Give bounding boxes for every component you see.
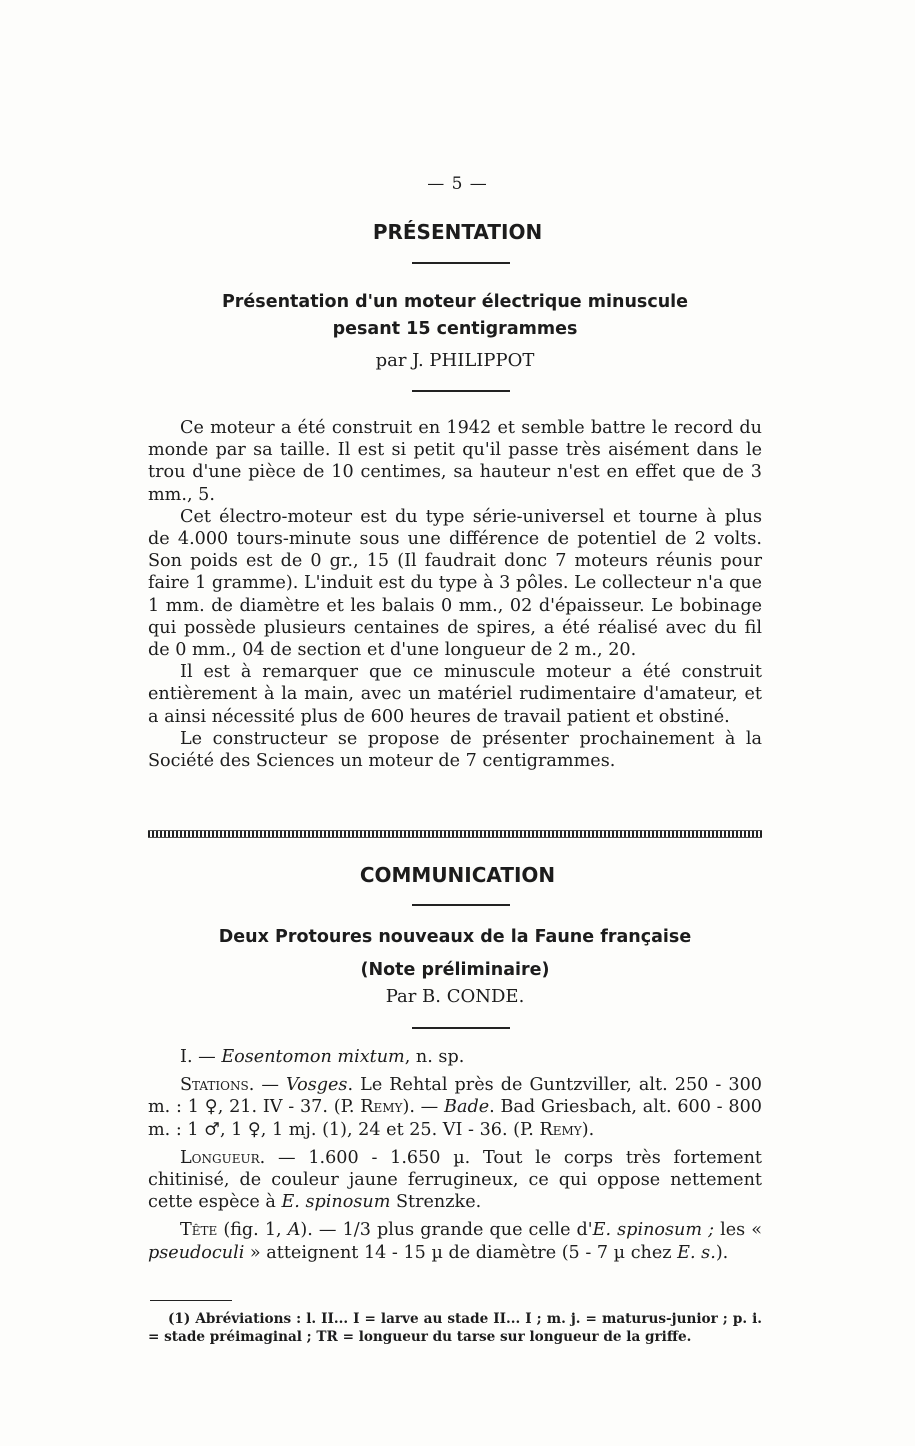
section-heading-presentation: PRÉSENTATION — [372, 220, 543, 244]
article-body — [148, 1046, 762, 1264]
paragraph: Il est à remarquer que ce minuscule moteur a été construit entièrement à la main, avec un matériel rudimentaire d'amateur, et a ainsi nécessité plus de 600 heures de travail patient et obstiné. — [148, 662, 762, 727]
stations-paragraph: Stations. — Vosges. Le Rehtal près de Guntzviller, alt. 250 - 300 m. : 1 ♀, 21. IV - 37. (P. Remy). — Bade. Bad Griesbach, alt. 600 - 800 m. : 1 ♂, 1 ♀, 1 mj. (1), 24 et 25. VI - 36. (P. Remy). — [148, 1075, 762, 1140]
article-body — [148, 417, 762, 772]
stations-label: Stations. — [180, 1075, 255, 1096]
footnote-rule — [150, 1300, 232, 1301]
species-heading: I. — Eosentomon mixtum, n. sp. — [180, 1047, 465, 1067]
dotted-separator — [148, 830, 762, 838]
article-title-line2: pesant 15 centigrammes — [332, 319, 578, 339]
page-number: — 5 — — [427, 174, 488, 194]
byline-rule — [412, 390, 510, 392]
byline: Par B. CONDE. — [385, 986, 525, 1007]
heading-rule — [412, 262, 510, 264]
footnote — [148, 1310, 762, 1346]
article-title-line1: Présentation d'un moteur électrique minuscule — [221, 292, 689, 312]
byline: par J. PHILIPPOT — [375, 350, 535, 371]
byline-rule — [412, 1027, 510, 1029]
paragraph: Ce moteur a été construit en 1942 et semble battre le record du monde par sa taille. Il est si petit qu'il passe très aisément dans le trou d'une pièce de 10 centimes, sa hauteur n'est en effet que de 3 mm., 5. — [148, 418, 762, 505]
section-heading-communication: COMMUNICATION — [359, 863, 556, 887]
article-title-line1: Deux Protoures nouveaux de la Faune française — [218, 927, 692, 947]
footnote-text: (1) Abréviations : l. II... I = larve au stade II... I ; m. j. = maturus-junior ; p. i. = stade préimaginal ; TR = longueur du tarse sur longueur de la griffe. — [148, 1311, 762, 1345]
species-name: Eosentomon mixtum — [221, 1047, 405, 1067]
heading-rule — [412, 904, 510, 906]
tete-paragraph: Tête (fig. 1, A). — 1/3 plus grande que celle d'E. spinosum ; les « pseudoculi » atteignent 14 - 15 µ de diamètre (5 - 7 µ chez E. s.). — [148, 1220, 762, 1263]
longueur-paragraph: Longueur. — 1.600 - 1.650 µ. Tout le corps très fortement chitinisé, de couleur jaune ferrugineux, ce qui oppose nettement cette espèce à E. spinosum Strenzke. — [148, 1147, 762, 1213]
longueur-label: Longueur. — [180, 1147, 266, 1168]
tete-label: Tête — [180, 1220, 218, 1241]
article-title-line2: (Note préliminaire) — [360, 960, 550, 980]
paragraph: Le constructeur se propose de présenter prochainement à la Société des Sciences un moteur de 7 centigrammes. — [148, 728, 762, 772]
paragraph: Cet électro-moteur est du type série-universel et tourne à plus de 4.000 tours-minute sous une différence de potentiel de 2 volts. Son poids est de 0 gr., 15 (Il faudrait donc 7 moteurs réunis pour faire 1 gramme). L'induit est du type à 3 pôles. Le collecteur n'a que 1 mm. de diamètre et les balais 0 mm., 02 d'épaisseur. Le bobinage qui possède plusieurs centaines de spires, a été réalisé avec du fil de 0 mm., 04 de section et d'une longueur de 2 m., 20. — [148, 506, 762, 661]
